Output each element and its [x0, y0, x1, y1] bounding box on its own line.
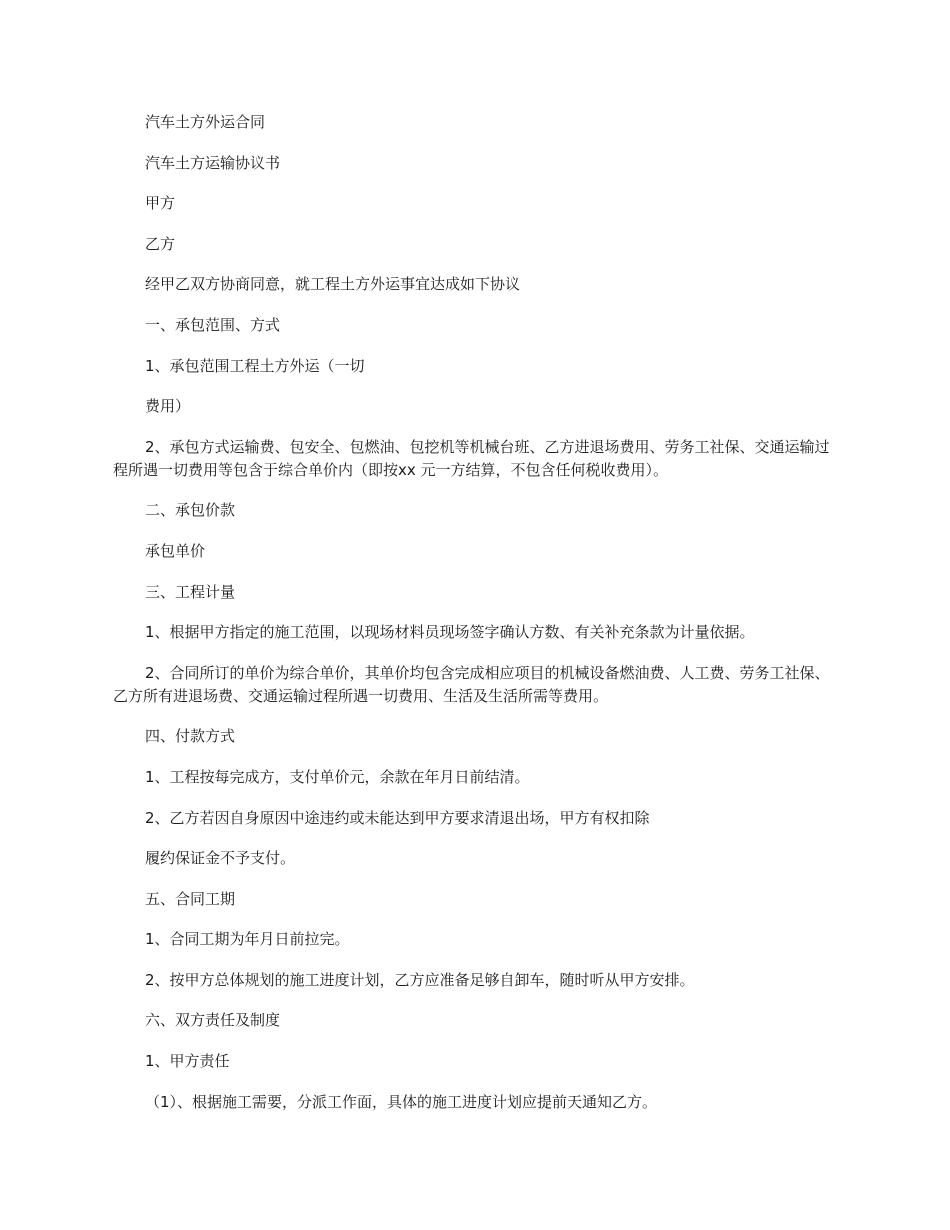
- paragraph: （1）、根据施工需要，分派工作面，具体的施工进度计划应提前天通知乙方。: [145, 1092, 658, 1111]
- document-body: [113, 111, 833, 1131]
- section-heading: 三、工程计量: [145, 582, 236, 601]
- section-heading: 四、付款方式: [145, 727, 236, 746]
- paragraph: 1、工程按每完成方，支付单价元，余款在年月日前结清。: [145, 767, 530, 786]
- paragraph: 1、承包范围工程土方外运（一切: [145, 356, 365, 375]
- party-a: 甲方: [145, 194, 176, 213]
- paragraph: 2、合同所订的单价为综合单价，其单价均包含完成相应项目的机械设备燃油费、人工费、劳务工社保、乙方所有进退场费、交通运输过程所遇一切费用、生活及生活所需等费用。: [113, 663, 830, 705]
- section-heading: 五、合同工期: [145, 889, 236, 908]
- section-heading: 六、双方责任及制度: [145, 1011, 281, 1030]
- doc-subtitle: 汽车土方运输协议书: [145, 153, 281, 172]
- paragraph: 费用）: [145, 397, 191, 416]
- doc-title: 汽车土方外运合同: [145, 113, 266, 131]
- preamble: 经甲乙双方协商同意，就工程土方外运事宜达成如下协议: [145, 275, 521, 294]
- paragraph: 承包单价: [145, 541, 206, 560]
- paragraph: 2、按甲方总体规划的施工进度计划，乙方应准备足够自卸车，随时听从甲方安排。: [145, 970, 695, 989]
- paragraph: 2、承包方式运输费、包安全、包燃油、包挖机等机械台班、乙方进退场费用、劳务工社保、交通运输过程所遇一切费用等包含于综合单价内（即按xx 元一方结算，不包含任何税收费用）。: [113, 437, 830, 479]
- paragraph: 1、根据甲方指定的施工范围，以现场材料员现场签字确认方数、有关补充条款为计量依据。: [145, 623, 755, 642]
- party-b: 乙方: [145, 234, 176, 253]
- paragraph: 履约保证金不予支付。: [145, 849, 296, 868]
- section-heading: 一、承包范围、方式: [145, 315, 281, 334]
- paragraph: 2、乙方若因自身原因中途违约或未能达到甲方要求清退出场，甲方有权扣除: [145, 808, 650, 827]
- paragraph: 1、合同工期为年月日前拉完。: [145, 930, 350, 949]
- section-heading: 二、承包价款: [145, 501, 236, 520]
- paragraph: 1、甲方责任: [145, 1052, 230, 1071]
